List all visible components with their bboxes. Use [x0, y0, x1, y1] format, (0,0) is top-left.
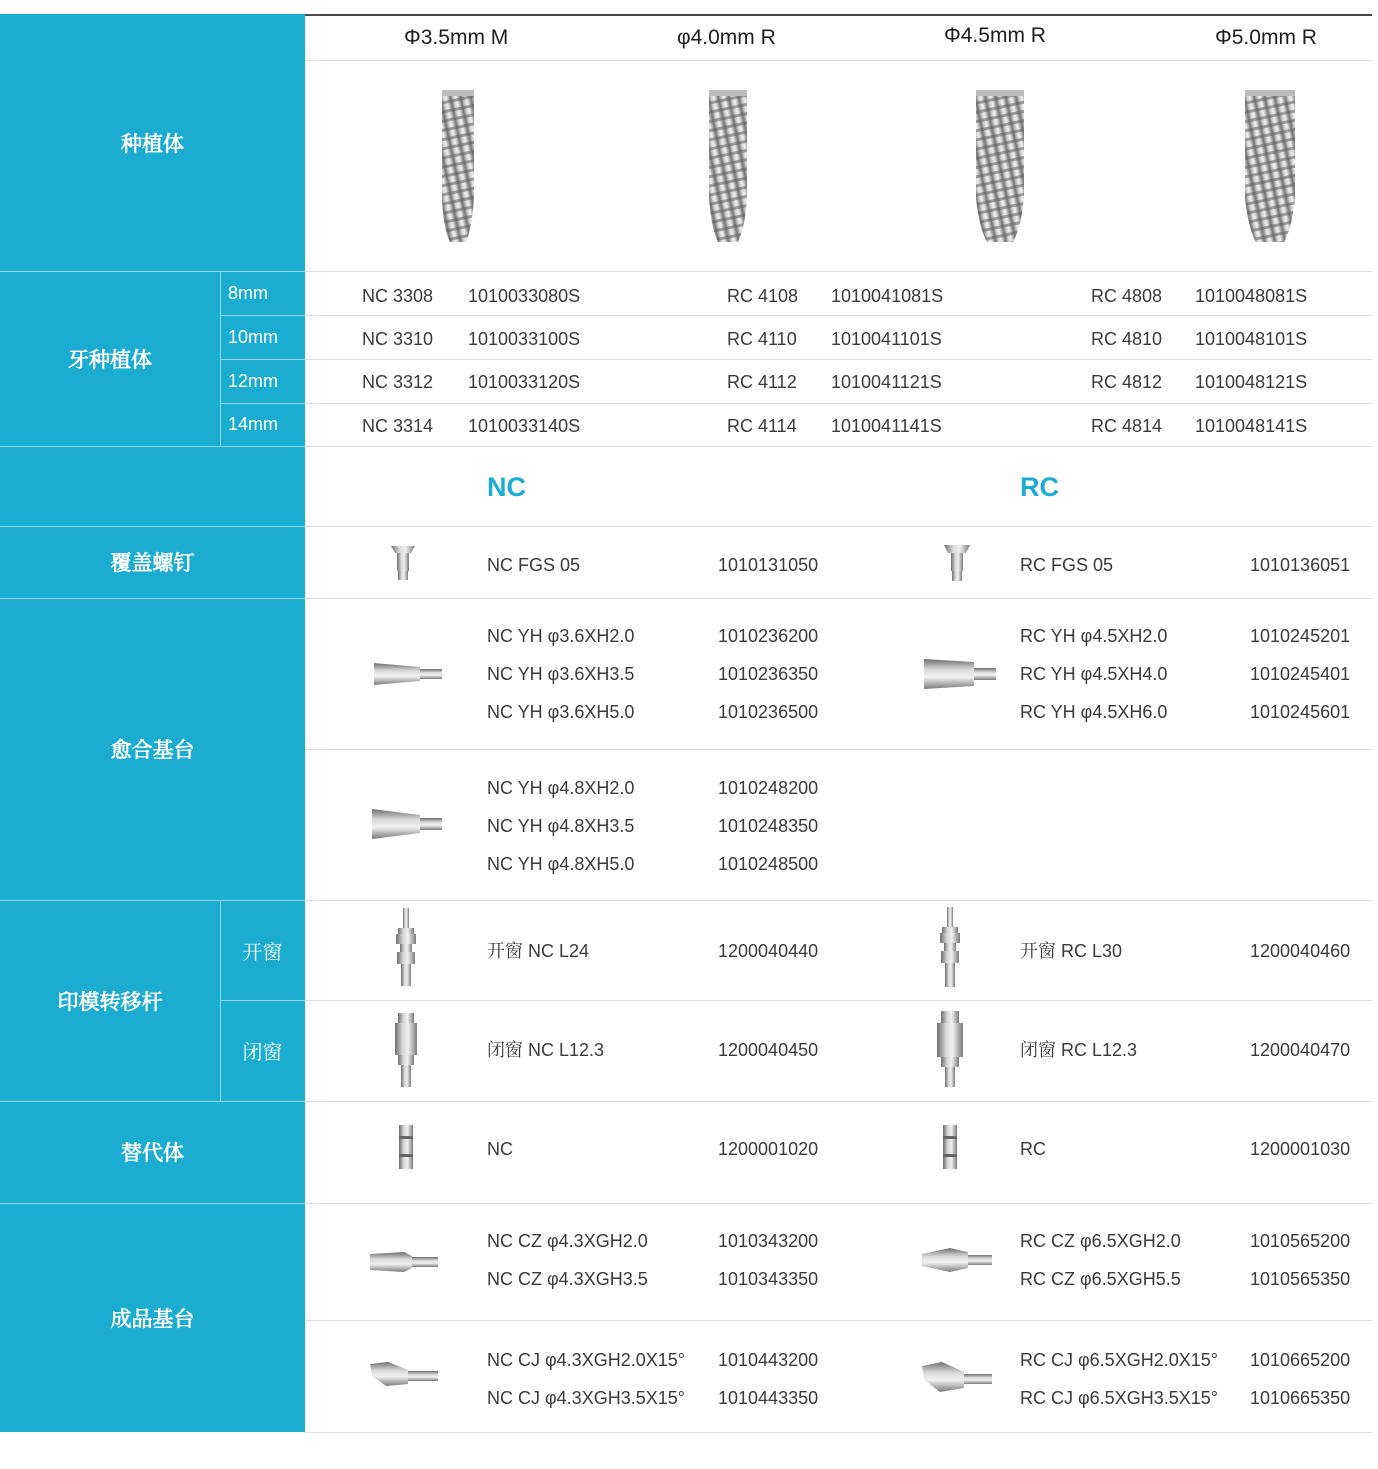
impression-closed-nc-image [392, 1012, 420, 1090]
dental-rc41-code: RC 4114 [727, 416, 797, 436]
dental-rc48-number: 1010048141S [1195, 416, 1308, 436]
impression-open-label: 开窗 [242, 939, 283, 964]
finished-cj-nc-name: NC CJ φ4.3XGH2.0X15° [487, 1350, 685, 1370]
header-diameter-4-5: Φ4.5mm R [944, 24, 1046, 47]
finished-cz-rc-number: 1010565350 [1250, 1269, 1351, 1289]
healing-nc-b-number: 1010248350 [718, 816, 819, 836]
group-rc-heading: RC [1020, 472, 1059, 502]
section-finished-abutment-label: 成品基台 [110, 1306, 195, 1331]
analog-rc-number: 1200001030 [1250, 1139, 1351, 1159]
divider [305, 1000, 1372, 1001]
dental-nc-number: 1010033140S [468, 416, 581, 436]
section-implant-label: 种植体 [121, 131, 184, 156]
divider [305, 1432, 1372, 1433]
cover-screw-nc-number: 1010131050 [718, 555, 819, 575]
dental-rc41-number: 1010041081S [831, 286, 944, 306]
impression-open-rc-image [938, 906, 962, 990]
section-dental-implant-label: 牙种植体 [68, 347, 152, 372]
impression-closed-rc-name: 闭窗 RC L12.3 [1020, 1040, 1138, 1060]
dental-rc48-number: 1010048101S [1195, 329, 1308, 349]
dental-nc-number: 1010033100S [468, 329, 581, 349]
implant-image-4-5 [973, 88, 1027, 246]
healing-nc-a-number: 1010236200 [718, 626, 819, 646]
dental-rc48-code: RC 4814 [1091, 416, 1163, 436]
dental-rc41-number: 1010041141S [831, 416, 942, 436]
healing-nc-a-number: 1010236350 [718, 664, 819, 684]
section-cover-screw-label: 覆盖螺钉 [110, 551, 195, 575]
healing-rc-a-name: RC YH φ4.5XH6.0 [1020, 702, 1168, 722]
healing-nc-a-name: NC YH φ3.6XH3.5 [487, 664, 635, 684]
healing-rc-a-name: RC YH φ4.5XH2.0 [1020, 626, 1168, 646]
healing-nc-b-name: NC YH φ4.8XH5.0 [487, 854, 635, 874]
divider [0, 446, 305, 447]
implant-image-3-5 [438, 88, 478, 246]
healing-abutment-nc-a-image [372, 659, 444, 689]
finished-cz-nc-image [368, 1248, 440, 1276]
impression-closed-nc-name: 闭窗 NC L12.3 [487, 1040, 605, 1060]
finished-cj-rc-name: RC CJ φ6.5XGH2.0X15° [1020, 1350, 1218, 1370]
finished-cj-rc-number: 1010665200 [1250, 1350, 1351, 1370]
divider [305, 900, 1372, 901]
divider [305, 526, 1372, 527]
cover-screw-rc-image [943, 542, 971, 584]
dental-rc41-code: RC 4110 [727, 329, 797, 349]
healing-nc-b-number: 1010248200 [718, 778, 819, 798]
healing-nc-a-name: NC YH φ3.6XH2.0 [487, 626, 635, 646]
section-healing-abutment-label: 愈合基台 [110, 738, 195, 762]
dental-nc-code: NC 3310 [362, 329, 434, 349]
finished-cz-nc-number: 1010343200 [718, 1231, 819, 1251]
dental-rc41-code: RC 4112 [727, 372, 797, 392]
impression-closed-rc-number: 1200040470 [1250, 1040, 1351, 1060]
impression-open-nc-number: 1200040440 [718, 941, 819, 961]
cover-screw-rc-number: 1010136051 [1250, 555, 1351, 575]
healing-rc-a-number: 1010245601 [1250, 702, 1351, 722]
healing-nc-b-name: NC YH φ4.8XH3.5 [487, 816, 635, 836]
impression-closed-label: 闭窗 [242, 1040, 283, 1064]
divider [305, 403, 1372, 404]
finished-cj-rc-number: 1010665350 [1250, 1388, 1351, 1408]
dental-nc-code: NC 3308 [362, 286, 434, 306]
top-rule [305, 14, 1372, 16]
impression-closed-rc-image [934, 1010, 966, 1090]
dental-rc48-number: 1010048121S [1195, 372, 1308, 392]
dental-nc-number: 1010033120S [468, 372, 581, 392]
healing-rc-a-name: RC YH φ4.5XH4.0 [1020, 664, 1168, 684]
finished-cj-nc-image [368, 1360, 440, 1390]
dental-rc48-code: RC 4810 [1091, 329, 1163, 349]
impression-open-rc-number: 1200040460 [1250, 941, 1351, 961]
healing-nc-b-number: 1010248500 [718, 854, 819, 874]
finished-cz-nc-number: 1010343350 [718, 1269, 819, 1289]
dental-nc-code: NC 3314 [362, 416, 434, 436]
length-8mm: 8mm [228, 282, 268, 303]
header-diameter-5-0: Φ5.0mm R [1215, 26, 1317, 49]
analog-nc-image [396, 1124, 416, 1172]
divider [305, 749, 1372, 750]
header-diameter-4-0: φ4.0mm R [677, 26, 776, 49]
healing-nc-a-number: 1010236500 [718, 702, 819, 722]
divider [305, 1101, 1372, 1102]
healing-nc-b-name: NC YH φ4.8XH2.0 [487, 778, 635, 798]
cover-screw-nc-image [389, 543, 417, 583]
finished-cj-rc-name: RC CJ φ6.5XGH3.5X15° [1020, 1388, 1218, 1408]
divider [305, 1203, 1372, 1204]
divider [305, 598, 1372, 599]
section-analog-label: 替代体 [121, 1141, 184, 1165]
impression-open-nc-image [394, 907, 418, 989]
divider [305, 271, 1372, 272]
dental-rc48-code: RC 4812 [1091, 372, 1163, 392]
impression-open-nc-name: 开窗 NC L24 [487, 941, 590, 961]
analog-rc-image [940, 1124, 960, 1172]
length-12mm: 12mm [228, 370, 279, 391]
divider [305, 1320, 1372, 1321]
finished-cz-rc-image [920, 1244, 994, 1276]
cover-screw-rc-name: RC FGS 05 [1020, 555, 1114, 575]
divider [305, 359, 1372, 360]
section-impression-coping-label: 印模转移杆 [57, 989, 163, 1014]
finished-cz-nc-name: NC CZ φ4.3XGH2.0 [487, 1231, 648, 1251]
length-14mm: 14mm [228, 414, 279, 434]
dental-rc41-code: RC 4108 [727, 286, 799, 306]
healing-abutment-nc-b-image [370, 806, 444, 842]
finished-cz-rc-name: RC CZ φ6.5XGH5.5 [1020, 1269, 1181, 1289]
implant-image-5-0 [1242, 88, 1298, 246]
analog-nc-name: NC [487, 1139, 513, 1159]
divider [305, 60, 1372, 61]
healing-rc-a-number: 1010245201 [1250, 626, 1351, 646]
group-nc-heading: NC [487, 472, 526, 502]
dental-rc41-number: 1010041101S [831, 329, 942, 349]
finished-cj-rc-image [920, 1360, 994, 1396]
analog-rc-name: RC [1020, 1139, 1046, 1159]
finished-cz-rc-number: 1010565200 [1250, 1231, 1351, 1251]
impression-open-rc-name: 开窗 RC L30 [1020, 941, 1123, 961]
impression-closed-nc-number: 1200040450 [718, 1040, 819, 1060]
finished-cj-nc-name: NC CJ φ4.3XGH3.5X15° [487, 1388, 685, 1408]
dental-rc48-number: 1010048081S [1195, 286, 1308, 306]
length-10mm: 10mm [228, 326, 279, 347]
finished-cj-nc-number: 1010443350 [718, 1388, 819, 1408]
healing-abutment-rc-a-image [922, 656, 998, 692]
finished-cj-nc-number: 1010443200 [718, 1350, 819, 1370]
cover-screw-nc-name: NC FGS 05 [487, 555, 581, 575]
dental-rc48-code: RC 4808 [1091, 286, 1163, 306]
dental-nc-code: NC 3312 [362, 372, 434, 392]
implant-image-4-0 [706, 88, 750, 246]
finished-cz-nc-name: NC CZ φ4.3XGH3.5 [487, 1269, 648, 1289]
dental-nc-number: 1010033080S [468, 286, 581, 306]
divider [305, 315, 1372, 316]
healing-rc-a-number: 1010245401 [1250, 664, 1351, 684]
divider [305, 446, 1372, 447]
finished-cz-rc-name: RC CZ φ6.5XGH2.0 [1020, 1231, 1181, 1251]
analog-nc-number: 1200001020 [718, 1139, 819, 1159]
dental-rc41-number: 1010041121S [831, 372, 942, 392]
healing-nc-a-name: NC YH φ3.6XH5.0 [487, 702, 635, 722]
header-diameter-3-5: Φ3.5mm M [404, 26, 509, 49]
